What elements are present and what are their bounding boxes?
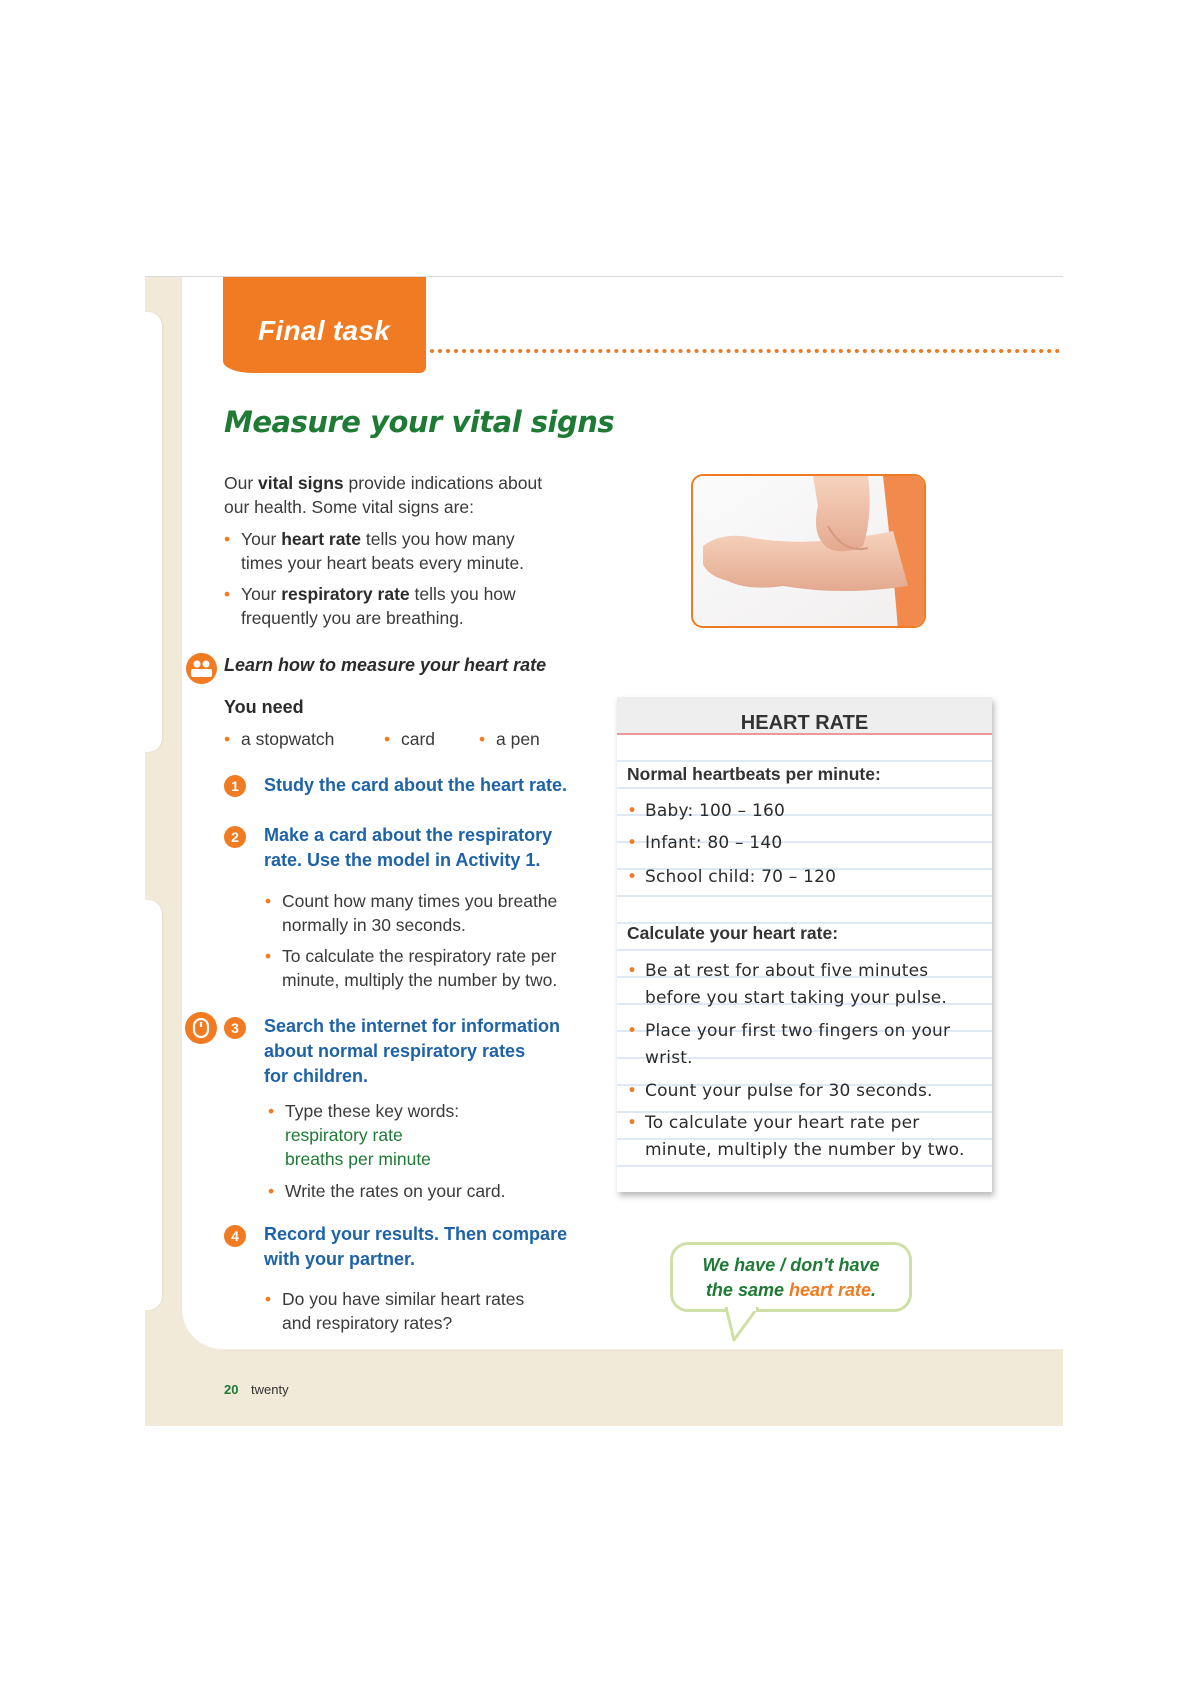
speech-bubble-text: We have / don't have the same heart rate. — [702, 1255, 880, 1300]
pair-work-icon — [186, 653, 217, 684]
wrist-pulse-photo — [691, 474, 926, 628]
step-2-number: 2 — [224, 826, 246, 848]
step-3-number: 3 — [224, 1017, 246, 1039]
final-task-tab — [223, 277, 426, 373]
you-need-label: You need — [224, 697, 304, 717]
step-2-bullet-1: • Count how many times you breathe normally in 30 seconds. — [282, 889, 557, 937]
final-task-label: Final task — [258, 315, 391, 346]
step-4-text: Record your results. Then compare with your partner. — [264, 1224, 568, 1269]
step-3-text: Search the internet for information about normal respiratory rates for children. — [264, 1016, 561, 1086]
step-2-bullet-2: • To calculate the respiratory rate per minute, multiply the number by two. — [282, 944, 557, 992]
page-edge-tab-top — [145, 312, 162, 752]
card-title: HEART RATE — [740, 712, 869, 734]
page-edge-tab-bottom — [145, 900, 162, 1310]
card-calc-label: Calculate your heart rate: — [627, 923, 839, 943]
speech-bubble-tail — [722, 1307, 762, 1347]
need-item-stopwatch: • a stopwatch — [241, 729, 334, 750]
need-item-pen: • a pen — [496, 729, 540, 750]
keyword-respiratory-rate: respiratory rate — [285, 1125, 403, 1145]
step-2-text: Make a card about the respiratory rate. Use the model in Activity 1. — [264, 825, 553, 870]
page-number: 20 — [224, 1382, 239, 1397]
card-calc-step-2: • Place your first two fingers on your wrist. — [645, 1018, 950, 1072]
step-3-bullet-2: • Write the rates on your card. — [285, 1179, 505, 1203]
intro-bullet-respiratory-rate: • Your respiratory rate tells you how frequently you are breathing. — [241, 582, 516, 630]
card-calc-step-3: • Count your pulse for 30 seconds. — [645, 1078, 933, 1105]
step-1-number: 1 — [224, 775, 246, 797]
heart-rate-card — [617, 697, 992, 1192]
step-1-text: Study the card about the heart rate. — [264, 775, 568, 795]
dotted-divider — [430, 349, 1060, 353]
card-normal-infant: • Infant: 80 – 140 — [645, 830, 782, 857]
learn-heading: Learn how to measure your heart rate — [224, 655, 547, 675]
page-title: Measure your vital signs — [224, 405, 615, 439]
step-4-bullet-1: • Do you have similar heart rates and respiratory rates? — [282, 1287, 524, 1335]
step-3-bullet-1: • Type these key words: respiratory rate breaths per minute — [285, 1099, 459, 1171]
speech-bubble — [670, 1242, 912, 1312]
keyword-breaths-per-minute: breaths per minute — [285, 1149, 431, 1169]
intro-paragraph: Our vital signs provide indications about our health. Some vital signs are: — [224, 473, 543, 517]
card-normal-label: Normal heartbeats per minute: — [627, 764, 881, 784]
internet-search-icon — [185, 1012, 217, 1044]
need-item-card: • card — [401, 729, 435, 750]
card-normal-baby: • Baby: 100 – 160 — [645, 798, 785, 825]
card-calc-step-4: • To calculate your heart rate per minute, multiply the number by two. — [645, 1110, 965, 1164]
step-4-number: 4 — [224, 1225, 246, 1247]
intro-bullet-heart-rate: • Your heart rate tells you how many times your heart beats every minute. — [241, 527, 524, 575]
card-normal-school-child: • School child: 70 – 120 — [645, 864, 836, 891]
page-number-word: twenty — [251, 1382, 289, 1397]
card-calc-step-1: • Be at rest for about five minutes before you start taking your pulse. — [645, 958, 947, 1012]
